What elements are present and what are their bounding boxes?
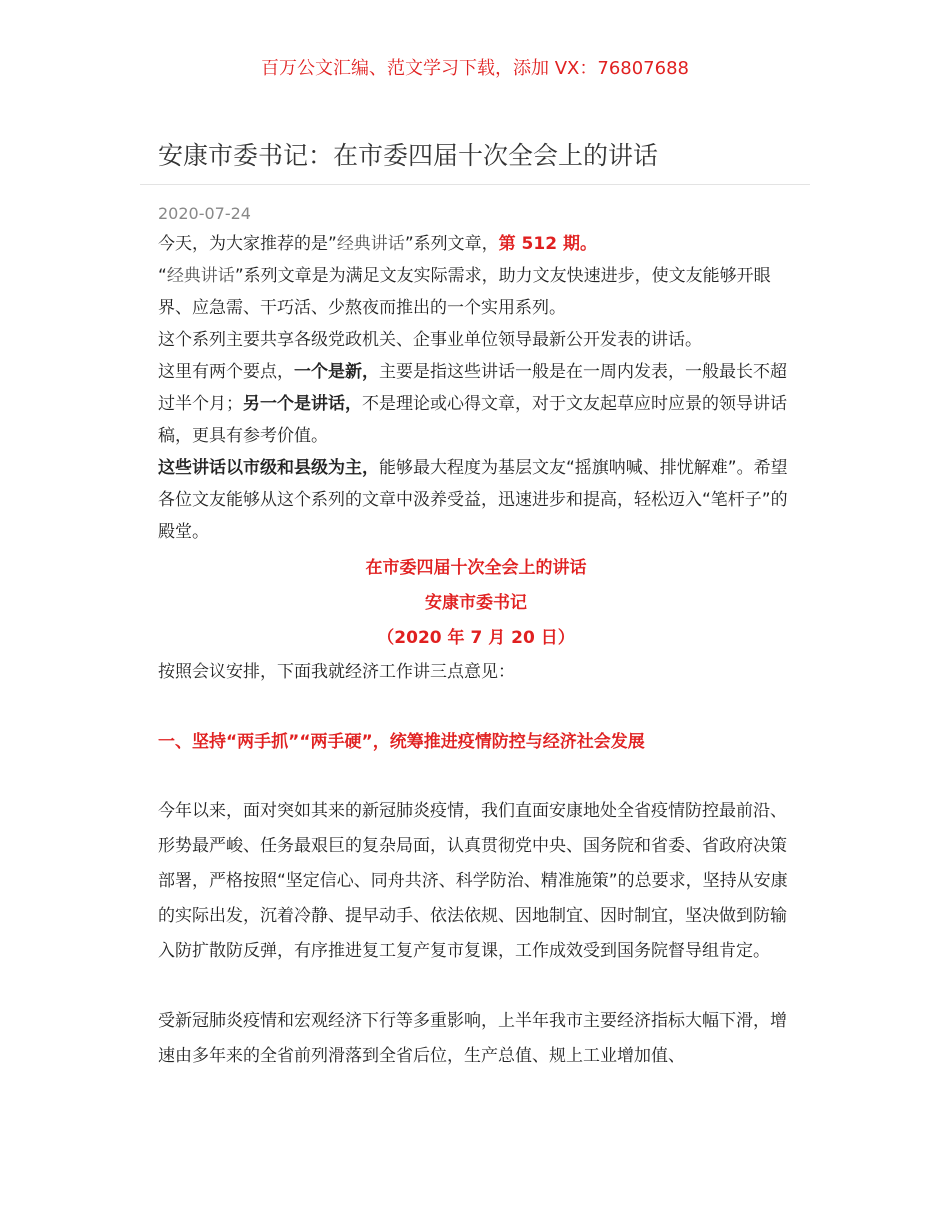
intro-text: ”系列文章是为满足文友实际需求，助力文友快速进步，使文友能够开眼界、应急需、干巧活、少熬夜而推出的一个实用系列。 <box>158 266 771 318</box>
intro-text: 能够最大程度为基层文友“摇旗呐喊、排忧解难”。希望各位文友能够从这个系列的文章中汲养受益，迅速进步和提高，轻松迈入“笔杆子”的殿堂。 <box>158 458 788 542</box>
issue-number: 第 512 期。 <box>498 234 597 254</box>
title-divider <box>140 184 810 185</box>
speech-title: 在市委四届十次全会上的讲话 <box>365 558 587 578</box>
speech-date: （2020 年 7 月 20 日） <box>377 628 575 648</box>
key-point-3: 这些讲话以市级和县级为主， <box>158 458 379 478</box>
intro-text: “ <box>158 266 167 286</box>
speech-paragraph-2: 受新冠肺炎疫情和宏观经济下行等多重影响，上半年我市主要经济指标大幅下滑，增速由多年来的全省前列滑落到全省后位，生产总值、规上工业增加值、 <box>158 1011 787 1066</box>
promo-header-note: 百万公文汇编、范文学习下载，添加 VX：76807688 <box>261 58 689 79</box>
article-body <box>158 228 794 1074</box>
speech-speaker: 安康市委书记 <box>425 593 527 613</box>
key-point-1: 一个是新， <box>294 362 379 382</box>
key-point-2: 另一个是讲话， <box>243 394 362 414</box>
intro-paragraph-3: 这个系列主要共享各级党政机关、企事业单位领导最新公开发表的讲话。 <box>158 330 702 350</box>
series-name: 经典讲话 <box>336 234 405 254</box>
publish-date: 2020-07-24 <box>158 204 251 223</box>
intro-text: 这里有两个要点， <box>158 362 294 382</box>
intro-text: 不是理论或心得文章，对于文友起草应时应景的领导讲话稿，更具有参考价值。 <box>158 394 787 446</box>
intro-text: 今天，为大家推荐的是” <box>158 234 337 254</box>
speech-opening: 按照会议安排，下面我就经济工作讲三点意见： <box>158 662 515 682</box>
intro-paragraph-4 <box>158 356 794 452</box>
intro-text: ”系列文章， <box>404 234 499 254</box>
intro-paragraph-2 <box>158 260 794 324</box>
intro-text: 主要是指这些讲话一般是在一周内发表，一般最长不超过半个月； <box>158 362 787 414</box>
page-title: 安康市委书记：在市委四届十次全会上的讲话 <box>158 141 659 170</box>
series-name: 经典讲话 <box>166 266 235 286</box>
intro-paragraph-5 <box>158 452 794 548</box>
section-heading-1: 一、坚持“两手抓”“两手硬”，统筹推进疫情防控与经济社会发展 <box>158 732 645 752</box>
speech-paragraph-1: 今年以来，面对突如其来的新冠肺炎疫情，我们直面安康地处全省疫情防控最前沿、形势最严峻、任务最艰巨的复杂局面，认真贯彻党中央、国务院和省委、省政府决策部署，严格按照“坚定信心、同舟共济、科学防治、精准施策”的总要求，坚持从安康的实际出发，沉着冷静、提早动手、依法依规、因地制宜、因时制宜，坚决做到防输入防扩散防反弹，有序推进复工复产复市复课，工作成效受到国务院督导组肯定。 <box>158 801 788 961</box>
intro-line-1 <box>158 228 794 260</box>
